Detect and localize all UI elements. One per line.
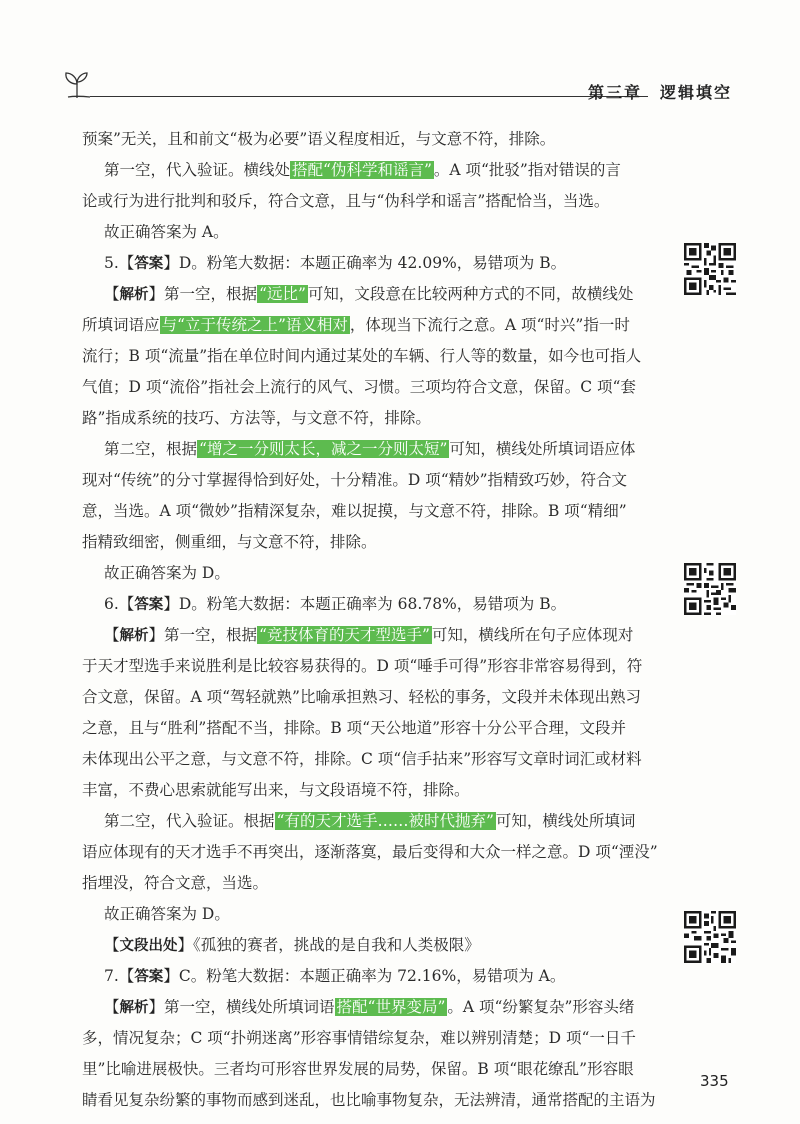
text-run: 《孤独的赛者，挑战的是自我和人类极限》	[193, 936, 480, 954]
text-line: 故正确答案为 D。	[104, 905, 230, 923]
text-line: 睛看见复杂纷繁的事物而感到迷乱，也比喻事物复杂，无法辨清，通常搭配的主语为	[82, 1091, 656, 1109]
source-tag: 【文段出处】	[104, 936, 194, 954]
answer-tag: 【答案】	[118, 967, 179, 985]
text-line: 里”比喻进展极快。三者均可形容世界发展的局势，保留。B 项“眼花缭乱”形容眼	[82, 1060, 634, 1078]
text-line	[82, 806, 657, 837]
analysis-tag: 【解析】	[104, 998, 165, 1016]
text-line	[82, 155, 657, 186]
answer-line	[82, 961, 657, 992]
qr-code-icon[interactable]	[684, 243, 736, 295]
analysis-tag: 【解析】	[104, 285, 165, 303]
answer-tag: 【答案】	[118, 254, 179, 272]
question-number: 5.	[104, 254, 119, 272]
analysis-tag-label: 解析	[119, 628, 149, 644]
text-line: 故正确答案为 D。	[104, 564, 230, 582]
text-run: 。A 项“批驳”指对错误的言	[433, 161, 621, 179]
analysis-tag-label: 解析	[119, 1000, 149, 1016]
text-run: 第二空，代入验证。根据	[104, 812, 275, 830]
highlight: “增之一分则太长，减之一分则太短”	[199, 440, 448, 458]
text-run: D。粉笔大数据：本题正确率为 42.09%，易错项为 B。	[178, 254, 567, 272]
chapter-number: 第三章	[587, 83, 642, 102]
text-line: 指精致细密，侧重细，与文意不符，排除。	[82, 533, 377, 551]
text-line: 未体现出公平之意，与文意不符，排除。C 项“信手拈来”形容写文章时词汇或材料	[82, 750, 642, 768]
text-run: C。粉笔大数据：本题正确率为 72.16%，易错项为 A。	[178, 967, 566, 985]
text-line: 预案”无关，且和前文“极为必要”语义程度相近，与文意不符，排除。	[82, 130, 556, 148]
text-line: 论或行为进行批判和驳斥，符合文意，且与“伪科学和谣言”搭配恰当，当选。	[82, 192, 610, 210]
text-run: 。A 项“纷繁复杂”形容头绪	[447, 998, 635, 1016]
highlight: 搭配“伪科学和谣言”	[292, 161, 432, 179]
chapter-heading	[588, 80, 732, 103]
text-line: 丰富，不费心思索就能写出来，与文段语境不符，排除。	[82, 781, 470, 799]
header-rule	[90, 96, 648, 97]
highlight: “有的天才选手……被时代抛弃”	[276, 812, 494, 830]
text-run: 第一空，根据	[164, 285, 258, 303]
text-run: ，体现当下流行之意。A 项“时兴”指一时	[349, 316, 630, 334]
text-run: 可知，横线处所填词语应体	[449, 440, 636, 458]
highlight: 与“立于传统之上”语义相对	[161, 316, 348, 334]
text-line: 意，当选。A 项“微妙”指精深复杂，难以捉摸，与文意不符，排除。B 项“精细”	[82, 502, 627, 520]
text-line: 现对“传统”的分寸掌握得恰到好处，十分精准。D 项“精妙”指精致巧妙，符合文	[82, 471, 628, 489]
answer-tag-label: 答案	[134, 597, 164, 613]
answer-line	[82, 589, 657, 620]
chapter-title: 逻辑填空	[659, 83, 732, 102]
text-run: D。粉笔大数据：本题正确率为 68.78%，易错项为 B。	[178, 595, 567, 613]
answer-tag-label: 答案	[134, 256, 164, 272]
page-number: 335	[700, 1072, 729, 1090]
text-line: 多，情况复杂；C 项“扑朔迷离”形容事情错综复杂，难以辨别清楚；D 项“一日千	[82, 1029, 636, 1047]
text-line: 流行；B 项“流量”指在单位时间内通过某处的车辆、行人等的数量，如今也可指人	[82, 347, 642, 365]
highlight: 搭配“世界变局”	[336, 998, 446, 1016]
text-line: 气值；D 项“流俗”指社会上流行的风气、习惯。三项均符合文意，保留。C 项“套	[82, 378, 636, 396]
text-run: 可知，文段意在比较两种方式的不同，故横线处	[307, 285, 634, 303]
text-line: 合文意，保留。A 项“驾轻就熟”比喻承担熟习、轻松的事务，文段并未体现出熟习	[82, 688, 641, 706]
text-run: 第一空，横线处所填词语	[164, 998, 335, 1016]
qr-code-icon[interactable]	[684, 911, 736, 963]
source-line	[82, 930, 657, 961]
source-tag-label: 文段出处	[119, 938, 178, 954]
highlight: “竞技体育的天才型选手”	[259, 626, 430, 644]
qr-code-icon[interactable]	[684, 563, 736, 615]
text-line: 于天才型选手来说胜利是比较容易获得的。D 项“唾手可得”形容非常容易得到，符	[82, 657, 643, 675]
text-run: 第一空，根据	[164, 626, 258, 644]
analysis-line	[82, 992, 657, 1023]
leaf-icon	[60, 70, 94, 100]
text-run: 可知，横线所在句子应体现对	[431, 626, 634, 644]
analysis-tag-label: 解析	[119, 287, 149, 303]
answer-tag-label: 答案	[134, 969, 164, 985]
text-run: 可知，横线处所填词	[495, 812, 636, 830]
highlight: “远比”	[259, 285, 306, 303]
text-line: 路”指成系统的技巧、方法等，与文意不符，排除。	[82, 409, 431, 427]
text-run: 第一空，代入验证。横线处	[104, 161, 291, 179]
analysis-line	[82, 279, 657, 310]
question-number: 6.	[104, 595, 119, 613]
text-line: 之意，且与“胜利”搭配不当，排除。B 项“天公地道”形容十分公平合理，文段并	[82, 719, 627, 737]
text-line	[82, 310, 657, 341]
analysis-tag: 【解析】	[104, 626, 165, 644]
question-number: 7.	[104, 967, 119, 985]
analysis-line	[82, 620, 657, 651]
text-line: 故正确答案为 A。	[104, 223, 229, 241]
answer-line	[82, 248, 657, 279]
answer-tag: 【答案】	[118, 595, 179, 613]
text-line: 语应体现有的天才选手不再突出，逐渐落寞，最后变得和大众一样之意。D 项“湮没”	[82, 843, 658, 861]
answer-body	[82, 124, 657, 1116]
text-run: 第二空，根据	[104, 440, 198, 458]
text-run: 所填词语应	[82, 316, 160, 334]
text-line	[82, 434, 657, 465]
text-line: 指埋没，符合文意，当选。	[82, 874, 269, 892]
page-header	[60, 70, 740, 110]
